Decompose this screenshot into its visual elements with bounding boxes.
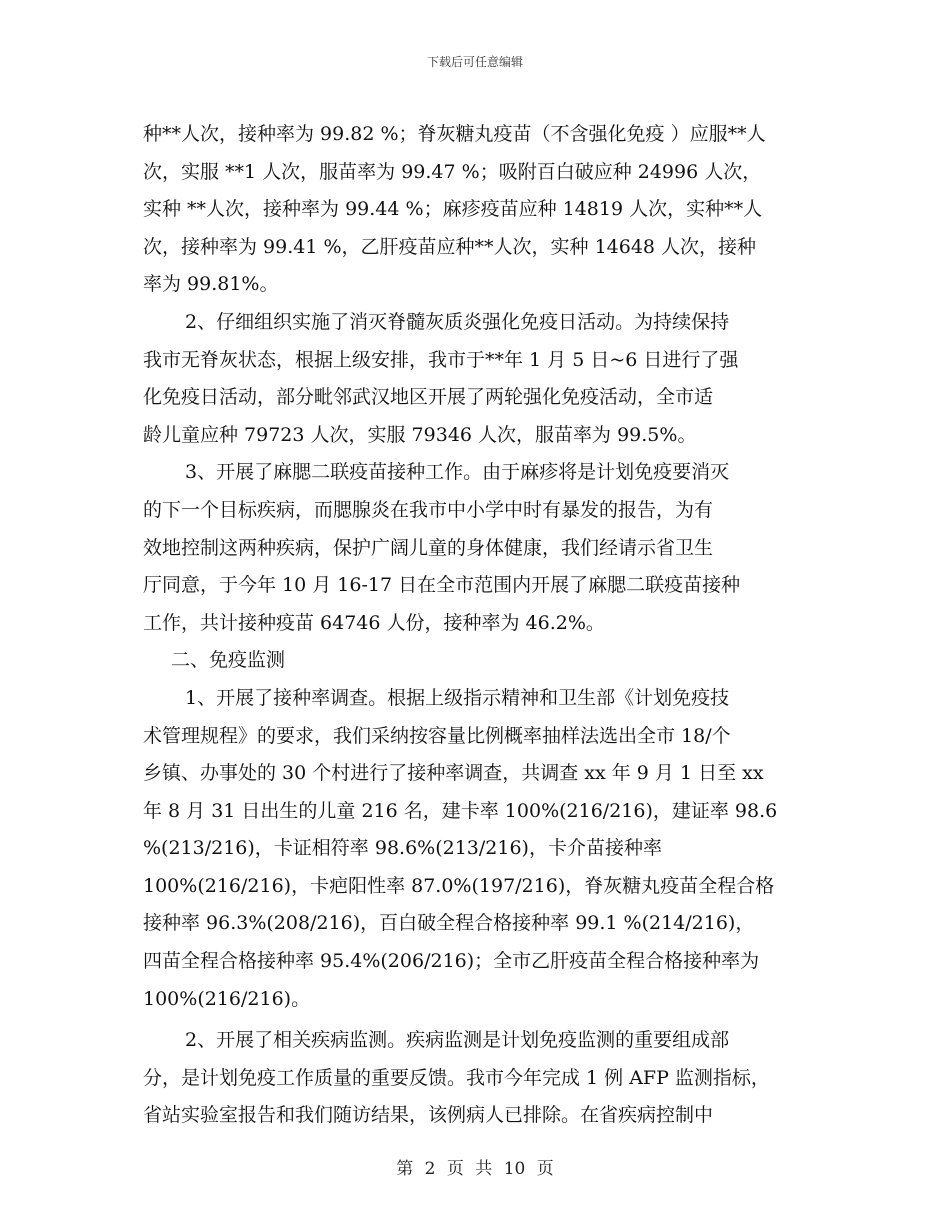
text-line: 工作，共计接种疫苗 64746 人份，接种率为 46.2%。 [143,611,605,634]
paragraph-start-line: 1、开展了接种率调查。根据上级指示精神和卫生部《计划免疫技 [185,686,730,709]
text-line: 四苗全程合格接种率 95.4%(206/216)；全市乙肝疫苗全程合格接种率为 [143,950,760,973]
text-line: 次，实服 **1 人次，服苗率为 99.47 %；吸附百白破应种 24996 人次， [143,160,762,183]
text-line: 年 8 月 31 日出生的儿童 216 名，建卡率 100%(216/216)，建证率 98.6 [143,799,778,822]
text-line: 化免疫日活动，部分毗邻武汉地区开展了两轮强化免疫活动，全市适 [143,386,714,409]
text-line: 厅同意，于今年 10 月 16-17 日在全市范围内开展了麻腮二联疫苗接种 [143,574,741,597]
text-line: 率为 99.81%。 [143,273,279,296]
document-body [143,116,813,1135]
text-line: 效地控制这两种疾病，保护广阔儿童的身体健康，我们经请示省卫生 [143,536,714,559]
text-line: 的下一个目标疾病，而腮腺炎在我市中小学中时有暴发的报告，为有 [143,498,714,521]
text-line: 龄儿童应种 79723 人次，实服 79346 人次，服苗率为 99.5%。 [143,423,697,446]
paragraph-start-line: 3、开展了麻腮二联疫苗接种工作。由于麻疹将是计划免疫要消灭 [185,461,730,484]
text-line: 100%(216/216)，卡疤阳性率 87.0%(197/216)，脊灰糖丸疫苗全程合格 [143,874,775,897]
paragraph-start-line: 2、开展了相关疾病监测。疾病监测是计划免疫监测的重要组成部 [185,1029,730,1052]
text-line: 次，接种率为 99.41 %，乙肝疫苗应种**人次，实种 14648 人次，接种 [143,235,757,258]
page-header-note: 下载后可任意编辑 [426,55,523,69]
text-line: 分，是计划免疫工作质量的重要反馈。我市今年完成 1 例 AFP 监测指标， [143,1066,770,1089]
text-line: 省站实验室报告和我们随访结果，该例病人已排除。在省疾病控制中 [143,1104,714,1127]
text-line: 我市无脊灰状态，根据上级安排，我市于**年 1 月 5 日~6 日进行了强 [143,348,739,371]
section-heading: 二、免疫监测 [171,649,286,672]
text-line: %(213/216)，卡证相符率 98.6%(213/216)，卡介苗接种率 [143,837,662,860]
text-line: 接种率 96.3%(208/216)，百白破全程合格接种率 99.1 %(214/216)， [143,912,755,935]
text-line: 100%(216/216)。 [143,987,311,1010]
page-number-footer: 第 2 页 共 10 页 [396,1159,554,1179]
paragraph-start-line: 2、仔细组织实施了消灭脊髓灰质炎强化免疫日活动。为持续保持 [185,310,730,333]
text-line: 种**人次，接种率为 99.82 %；脊灰糖丸疫苗（不含强化免疫 ）应服**人 [143,123,766,145]
text-line: 实种 **人次，接种率为 99.44 %；麻疹疫苗应种 14819 人次，实种**人 [143,198,763,221]
text-line: 术管理规程》的要求，我们采纳按容量比例概率抽样法选出全市 18/个 [143,724,731,747]
text-line: 乡镇、办事处的 30 个村进行了接种率调查，共调查 xx 年 9 月 1 日至 xx [143,762,764,785]
